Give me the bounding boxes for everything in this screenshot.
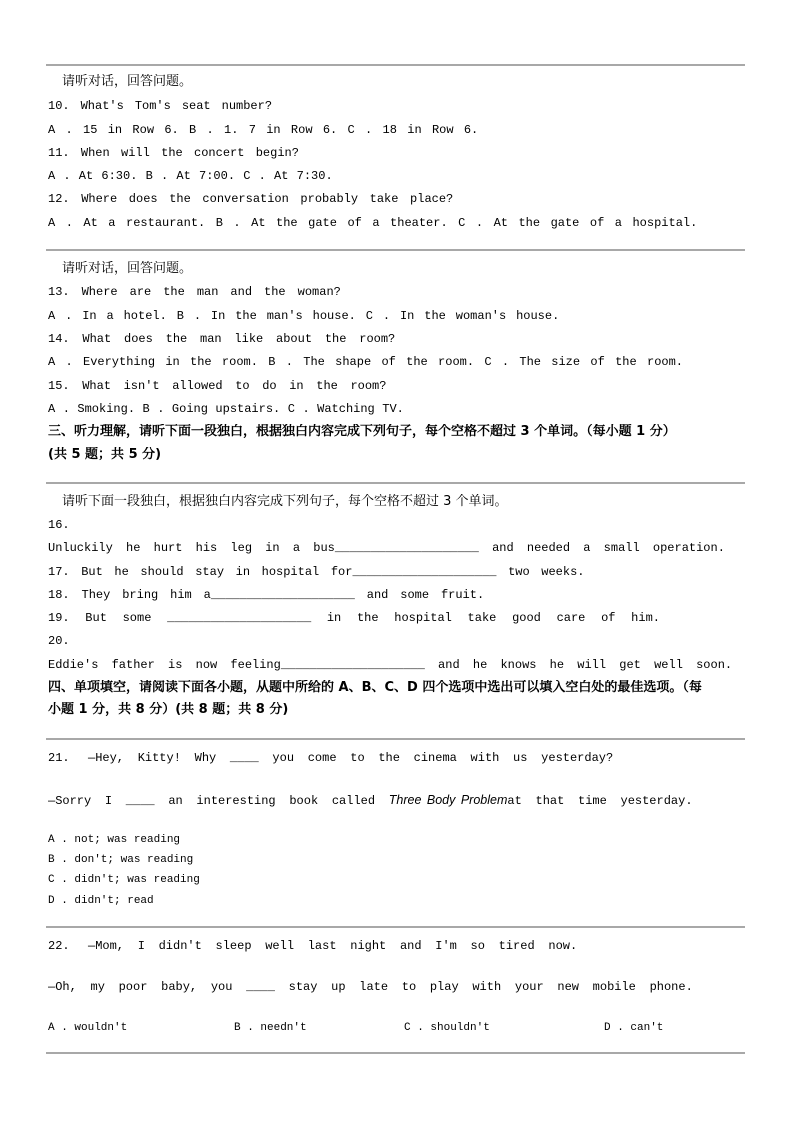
divider xyxy=(46,249,745,251)
question-stem: 11. When will the concert begin? xyxy=(48,146,299,160)
question-number: 21. xyxy=(48,751,70,765)
reply-text: —Sorry I ____ an interesting book called xyxy=(48,794,389,808)
question-options: A . In a hotel. B . In the man's house. C . In the woman's house. xyxy=(48,309,560,323)
question-22 xyxy=(48,938,748,954)
divider xyxy=(46,64,745,66)
divider xyxy=(46,926,745,928)
option-d: D . can't xyxy=(604,1022,664,1034)
fill-in-sentence: Eddie's father is now feeling____________________ and he knows he will get well soon. xyxy=(48,658,733,672)
question-number: 20. xyxy=(48,634,70,648)
question-number: 16. xyxy=(48,518,70,532)
question-stem: 13. Where are the man and the woman? xyxy=(48,285,341,299)
question-options: A . Everything in the room. B . The shape of the room. C . The size of the room. xyxy=(48,355,683,369)
option-b: B . don't; was reading xyxy=(48,854,194,866)
reply-text: at that time yesterday. xyxy=(507,794,693,808)
options-row xyxy=(48,1020,748,1036)
question-stem: 10. What's Tom's seat number? xyxy=(48,99,273,113)
question-stem: 15. What isn't allowed to do in the room? xyxy=(48,379,387,393)
question-stem: 12. Where does the conversation probably take place? xyxy=(48,192,454,206)
question-prompt: —Mom, I didn't sleep well last night and I'm so tired now. xyxy=(88,939,578,953)
question-options: A . At 6:30. B . At 7:00. C . At 7:30. xyxy=(48,169,333,183)
divider xyxy=(46,482,745,484)
question-prompt: —Hey, Kitty! Why ____ you come to the cinema with us yesterday? xyxy=(88,751,614,765)
question-stem: 14. What does the man like about the room? xyxy=(48,332,396,346)
question-options: A . At a restaurant. B . At the gate of a theater. C . At the gate of a hospital. xyxy=(48,216,698,230)
question-options: A . Smoking. B . Going upstairs. C . Watching TV. xyxy=(48,402,404,416)
section-heading-score: (共 5 题；共 5 分) xyxy=(48,447,162,462)
question-reply xyxy=(48,792,748,808)
question-21 xyxy=(48,750,748,766)
section-heading: 三、听力理解，请听下面一段独白，根据独白内容完成下列句子，每个空格不超过 3 个单词。（每小题 1 分） xyxy=(48,424,676,439)
fill-in-sentence: 19. But some ____________________ in the hospital take good care of him. xyxy=(48,611,660,625)
book-title: Three Body Problem xyxy=(388,793,508,807)
section-instruction: 请听对话，回答问题。 xyxy=(62,261,193,276)
section-heading-score: 小题 1 分，共 8 分）(共 8 题；共 8 分) xyxy=(48,702,289,717)
option-c: C . didn't; was reading xyxy=(48,874,200,886)
section-instruction: 请听下面一段独白，根据独白内容完成下列句子，每个空格不超过 3 个单词。 xyxy=(62,494,508,509)
section-instruction: 请听对话，回答问题。 xyxy=(62,74,193,89)
fill-in-sentence: 18. They bring him a____________________ and some fruit. xyxy=(48,588,485,602)
option-b: B . needn't xyxy=(234,1022,307,1034)
fill-in-sentence: Unluckily he hurt his leg in a bus____________________ and needed a small operation. xyxy=(48,541,725,555)
question-reply: —Oh, my poor baby, you ____ stay up late to play with your new mobile phone. xyxy=(48,980,693,994)
option-a: A . not; was reading xyxy=(48,834,181,846)
option-c: C . shouldn't xyxy=(404,1022,490,1034)
option-a: A . wouldn't xyxy=(48,1022,128,1034)
question-number: 22. xyxy=(48,939,70,953)
section-heading: 四、单项填空，请阅读下面各小题，从题中所给的 A、B、C、D 四个选项中选出可以填入空白处的最佳选项。（每 xyxy=(48,680,702,695)
fill-in-sentence: 17. But he should stay in hospital for____________________ two weeks. xyxy=(48,565,585,579)
divider xyxy=(46,1052,745,1054)
option-d: D . didn't; read xyxy=(48,895,154,907)
divider xyxy=(46,738,745,740)
question-options: A . 15 in Row 6. B . 1. 7 in Row 6. C . 18 in Row 6. xyxy=(48,123,479,137)
